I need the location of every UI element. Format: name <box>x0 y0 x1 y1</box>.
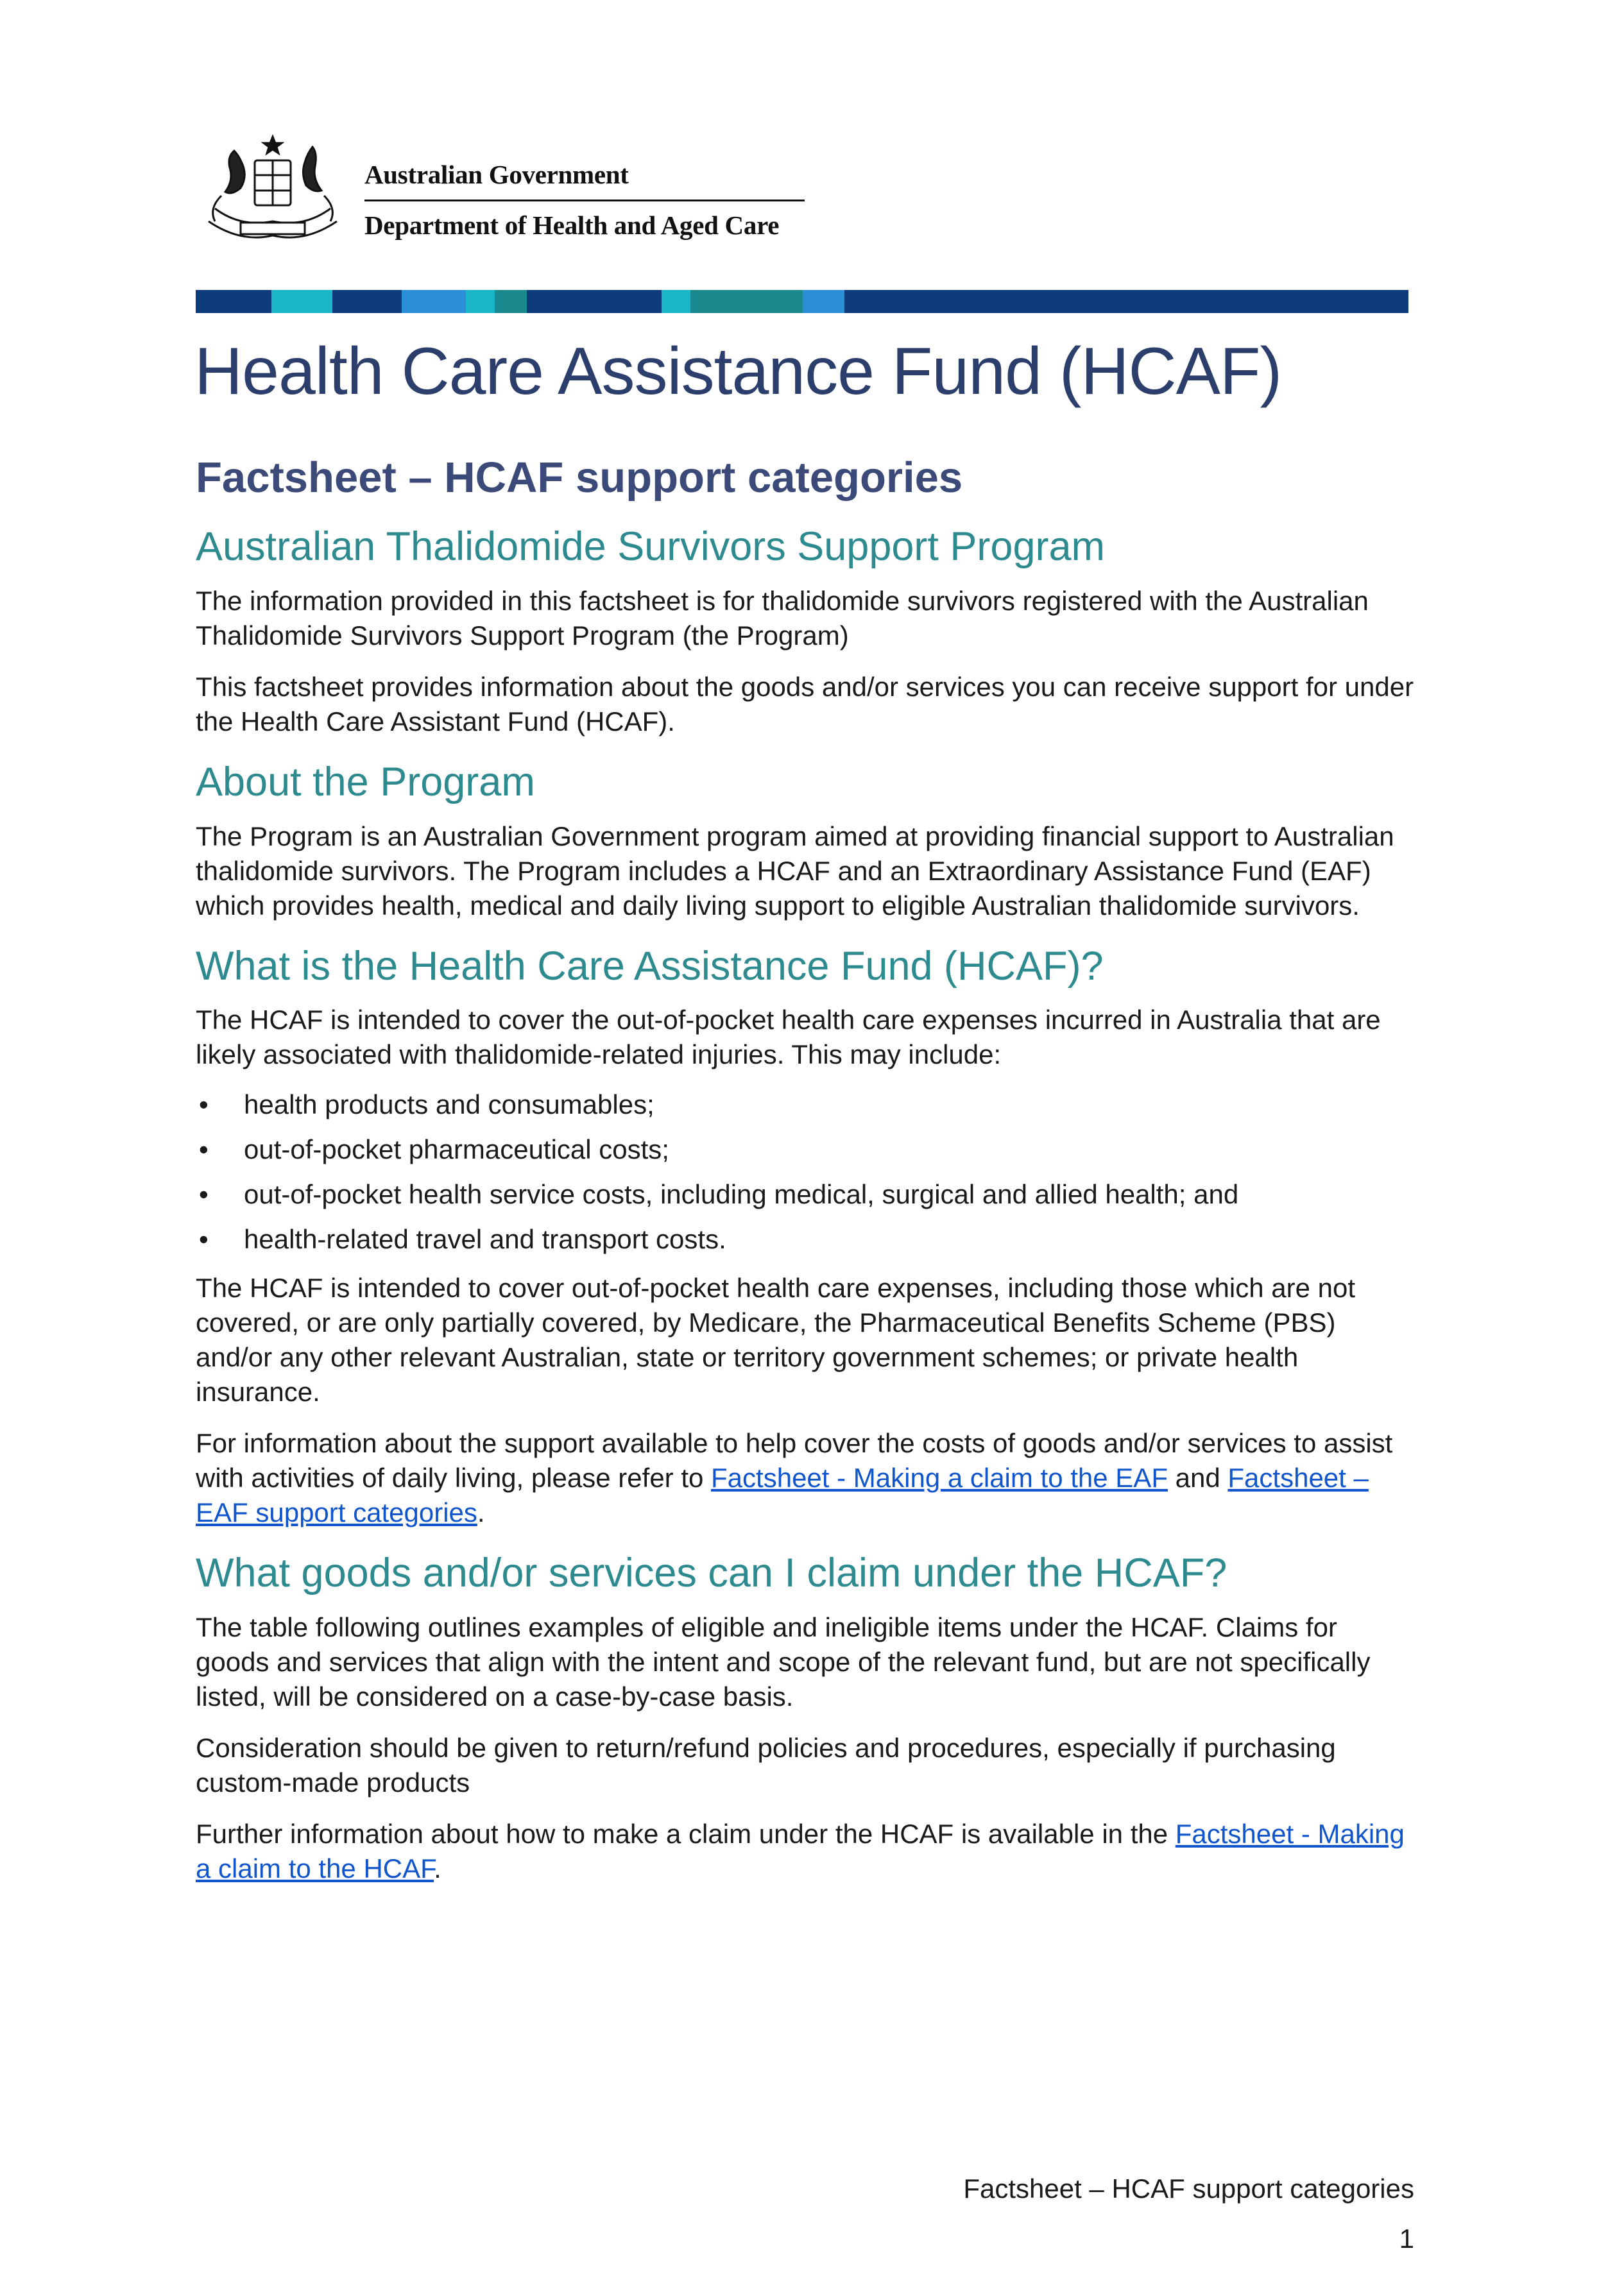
hcaf-paragraph-2: The HCAF is intended to cover out-of-pocket health care expenses, including those which are not covered, or are only partially covered, by Medicare, the Pharmaceutical Benefits Scheme (PBS) and/or any other relevant Australian, state or territory government schemes; or private health insurance. <box>196 1273 1356 1407</box>
colour-band <box>196 290 1408 313</box>
colour-band-segment <box>495 290 527 313</box>
list-item: • out-of-pocket health service costs, including medical, surgical and allied health; and <box>196 1177 1415 1212</box>
colour-band-segment <box>271 290 332 313</box>
page-subtitle: Factsheet – HCAF support categories <box>196 454 963 502</box>
intro-paragraph-1: The information provided in this factsheet is for thalidomide survivors registered with the Australian Thalidomide Survivors Support Program (the Program) <box>196 585 1369 651</box>
claims-paragraph-3: Further information about how to make a claim under the HCAF is available in the Factsheet - Making a claim to the HCAF. <box>196 1819 1405 1884</box>
colour-band-segment <box>466 290 495 313</box>
main-content <box>196 522 1415 1886</box>
page-title: Health Care Assistance Fund (HCAF) <box>194 334 1282 409</box>
colour-band-segment <box>662 290 690 313</box>
list-item: • out-of-pocket pharmaceutical costs; <box>196 1132 1415 1167</box>
hcaf-bullet-list <box>196 1087 1415 1257</box>
bullet-icon: • <box>199 1089 209 1120</box>
section-heading-program: Australian Thalidomide Survivors Support Program <box>196 524 1105 569</box>
bullet-icon: • <box>199 1179 209 1210</box>
colour-band-segment <box>690 290 803 313</box>
hcaf-paragraph-1: The HCAF is intended to cover the out-of-pocket health care expenses incurred in Australia that are likely associated with thalidomide-related injuries. This may include: <box>196 1005 1381 1070</box>
department-name: Department of Health and Aged Care <box>364 210 780 240</box>
bullet-icon: • <box>199 1134 209 1165</box>
link-eaf-claim-factsheet[interactable]: Factsheet - Making a claim to the EAF <box>711 1463 1168 1493</box>
section-heading-hcaf: What is the Health Care Assistance Fund (HCAF)? <box>196 943 1104 989</box>
page-number: 1 <box>1399 2224 1414 2254</box>
colour-band-segment <box>332 290 402 313</box>
colour-band-segment <box>402 290 466 313</box>
hcaf-paragraph-3: For information about the support available to help cover the costs of goods and/or services to assist with activities of daily living, please refer to Factsheet - Making a claim to the EAF and Factsheet – EAF support categories. <box>196 1428 1393 1528</box>
claims-paragraph-1: The table following outlines examples of eligible and ineligible items under the HCAF. Claims for goods and services that align with the intent and scope of the relevant fund, but are not specifically listed, will be considered on a case-by-case basis. <box>196 1612 1371 1712</box>
footer-text: Factsheet – HCAF support categories <box>963 2173 1414 2204</box>
colour-band-segment <box>196 290 271 313</box>
coat-of-arms-icon <box>196 132 350 247</box>
link-eaf-categories-factsheet[interactable]: Factsheet – EAF support categories <box>196 1463 1369 1528</box>
claims-paragraph-2: Consideration should be given to return/refund policies and procedures, especially if purchasing custom-made products <box>196 1733 1336 1798</box>
bullet-icon: • <box>199 1224 209 1255</box>
colour-band-segment <box>844 290 1408 313</box>
intro-paragraph-2: This factsheet provides information about the goods and/or services you can receive support for under the Health Care Assistant Fund (HCAF). <box>196 671 1414 736</box>
section-heading-claims: What goods and/or services can I claim under the HCAF? <box>196 1551 1227 1596</box>
list-item: • health products and consumables; <box>196 1087 1415 1122</box>
list-item: • health-related travel and transport costs. <box>196 1222 1415 1257</box>
about-paragraph: The Program is an Australian Government program aimed at providing financial support to Australian thalidomide survivors. The Program includes a HCAF and an Extraordinary Assistance Fund (EAF) which provides health, medical and daily living support to eligible Australian thalidomide survivors. <box>196 821 1394 921</box>
colour-band-segment <box>803 290 844 313</box>
link-hcaf-claim-factsheet[interactable]: Factsheet - Making a claim to the HCAF <box>196 1819 1405 1884</box>
government-name: Australian Government <box>364 160 629 189</box>
header-divider <box>364 200 805 201</box>
section-heading-about: About the Program <box>196 759 535 804</box>
colour-band-segment <box>527 290 662 313</box>
